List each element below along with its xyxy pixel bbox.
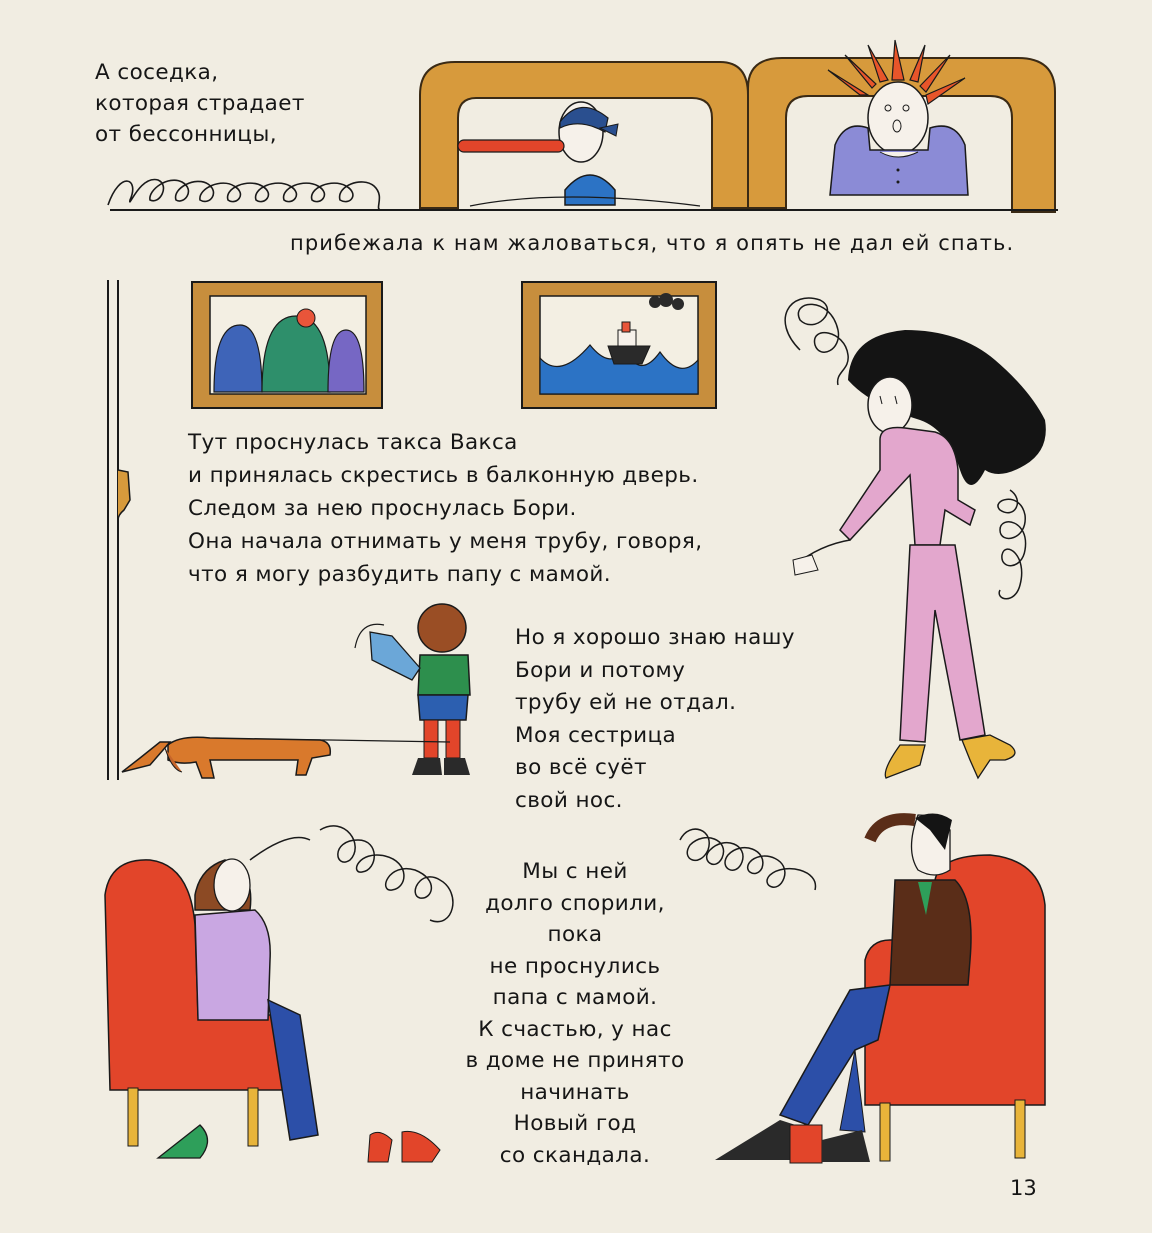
text-line: папа с мамой. <box>492 985 658 1010</box>
painting-ship <box>522 282 716 408</box>
page-number: 13 <box>1010 1176 1037 1200</box>
red-shoes <box>368 1132 392 1162</box>
boy-in-armchair <box>680 813 1045 1163</box>
text-line: Новый год <box>513 1111 637 1136</box>
text-line: А соседка, <box>95 60 219 85</box>
wavy-line <box>108 180 380 210</box>
text-line: Но я хорошо знаю нашу <box>515 625 795 650</box>
text-line: К счастью, у нас <box>478 1016 672 1042</box>
boy-with-trumpet <box>355 604 470 775</box>
text-line: долго спорили, <box>485 890 665 916</box>
text-line: свой нос. <box>515 787 623 813</box>
argue-text <box>455 856 695 1171</box>
complain-text <box>290 228 1014 260</box>
text-line: Моя сестрица <box>515 722 677 748</box>
text-line: Мы с ней <box>522 859 628 884</box>
text-line: трубу ей не отдал. <box>515 690 737 715</box>
girl-in-armchair <box>105 826 453 1162</box>
sister-text <box>515 622 795 817</box>
text-line: прибежала к нам жаловаться, что я опять не дал ей спать. <box>290 231 1015 255</box>
text-line: Бори и потому <box>515 657 686 683</box>
trumpet <box>370 632 420 680</box>
green-slipper <box>158 1125 208 1158</box>
text-line: и принялась скрестись в балконную дверь. <box>188 463 699 488</box>
painting-hills <box>192 282 382 408</box>
text-line: начинать <box>520 1079 630 1105</box>
boy-head <box>418 604 466 652</box>
text-line: что я могу разбудить папу с мамой. <box>188 562 611 587</box>
door-handle <box>118 470 130 540</box>
text-line: Тут проснулась такса Вакса <box>188 430 518 455</box>
text-line: пока <box>547 922 603 947</box>
dachshund-text <box>188 426 702 591</box>
intro-text <box>95 57 305 150</box>
text-line: от бессонницы, <box>95 122 277 147</box>
sleeper-long-nose <box>458 140 564 152</box>
text-line: не проснулись <box>489 953 661 979</box>
neighbor-face <box>868 82 928 154</box>
text-line: во всё суёт <box>515 755 647 780</box>
sleeper-body <box>565 175 615 205</box>
text-line: со скандала. <box>499 1142 651 1168</box>
girl-face <box>868 377 912 433</box>
door <box>108 280 130 780</box>
dachshund-vaksa <box>122 737 450 778</box>
text-line: Следом за нею проснулась Бори. <box>188 496 577 521</box>
text-line: в доме не принято <box>465 1048 685 1073</box>
text-line: которая страдает <box>95 91 305 116</box>
text-line: Она начала отнимать у меня трубу, говоря, <box>188 529 703 554</box>
girl-bori <box>785 298 1046 778</box>
